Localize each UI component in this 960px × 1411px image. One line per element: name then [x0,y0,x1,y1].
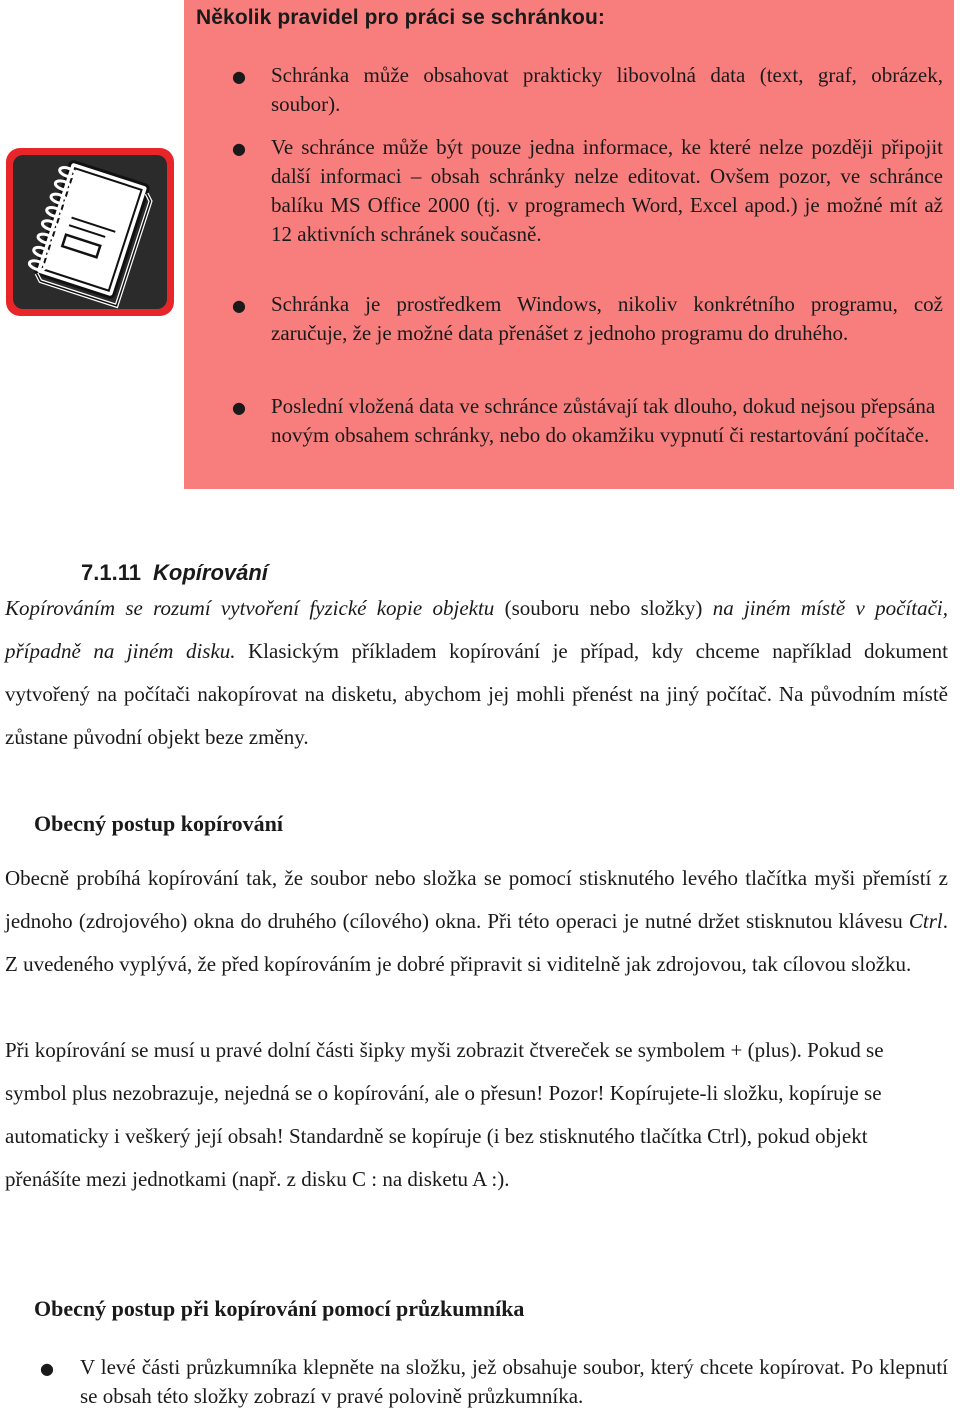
text: . Z uvedeného vyplývá, že před kopírováním je dobré připravit si viditelně jak zdrojovou, tak cílovou složku. [5,909,948,976]
section-title: Kopírování [153,560,268,585]
section-paragraph [5,587,948,759]
bullet-icon: ● [232,139,246,158]
tip-title: Několik pravidel pro práci se schránkou: [196,6,605,29]
bullet-icon: ● [40,1359,54,1378]
general-heading: Obecný postup kopírování [34,811,284,836]
bullet-icon: ● [232,296,246,315]
explorer-item: V levé části průzkumníka klepněte na složku, jež obsahuje soubor, který chcete kopírovat. Po klepnutí se obsah této složky zobrazí v pravé polovině průzkumníka. [80,1355,948,1408]
italic-text: na jiném místě v počítači, případně na jiném disku. [5,596,948,663]
text: (souboru nebo složky) [494,596,713,620]
text: Klasickým příkladem kopírování je případ, kdy chceme například dokument vytvořený na počítači nakopírovat na disketu, abychom jej mohli přenést na jiný počítač. Na původním místě zůstane původní objekt beze změny. [5,639,948,749]
tip-item: Poslední vložená data ve schránce zůstávají tak dlouho, dokud nejsou přepsána novým obsahem schránky, nebo do okamžiku vypnutí či restartování počítače. [271,394,936,447]
explorer-heading: Obecný postup při kopírování pomocí průzkumníka [34,1296,525,1321]
general-paragraph-2: Při kopírování se musí u pravé dolní části šipky myši zobrazit čtvereček se symbolem + (plus). Pokud se symbol plus nezobrazuje, nejedná se o kopírování, ale o přesun! Pozor! Kopírujete-li složku, kopíruje se automaticky i veškerý její obsah! Standardně se kopíruje (i bez stisknutého tlačítka Ctrl), pokud objekt přenášíte mezi jednotkami (např. z disku C : na disketu A :). [5,1038,884,1191]
section-number: 7.1.11 [81,560,141,585]
italic-text: Ctrl [908,909,943,933]
bullet-icon: ● [232,67,246,86]
text: Obecně probíhá kopírování tak, že soubor nebo složka se pomocí stisknutého levého tlačítka myši přemístí z jednoho (zdrojového) okna do druhého (cílového) okna. Při této operaci je nutné držet stisknutou klávesu [5,866,948,933]
general-paragraph-1 [5,857,948,986]
tip-item: Schránka je prostředkem Windows, nikoliv konkrétního programu, což zaručuje, že je možné data přenášet z jednoho programu do druhého. [271,292,943,345]
tip-item: Schránka může obsahovat prakticky libovolná data (text, graf, obrázek, soubor). [271,63,943,116]
tip-item: Ve schránce může být pouze jedna informace, ke které nelze později připojit další informaci – obsah schránky nelze editovat. Ovšem pozor, ve schránce balíku MS Office 2000 (tj. v programech Word, Excel apod.) je možné mít až 12 aktivních schránek současně. [271,135,943,246]
italic-text: Kopírováním se rozumí vytvoření fyzické kopie objektu [5,596,495,620]
bullet-icon: ● [232,398,246,417]
notebook-icon [6,148,174,316]
